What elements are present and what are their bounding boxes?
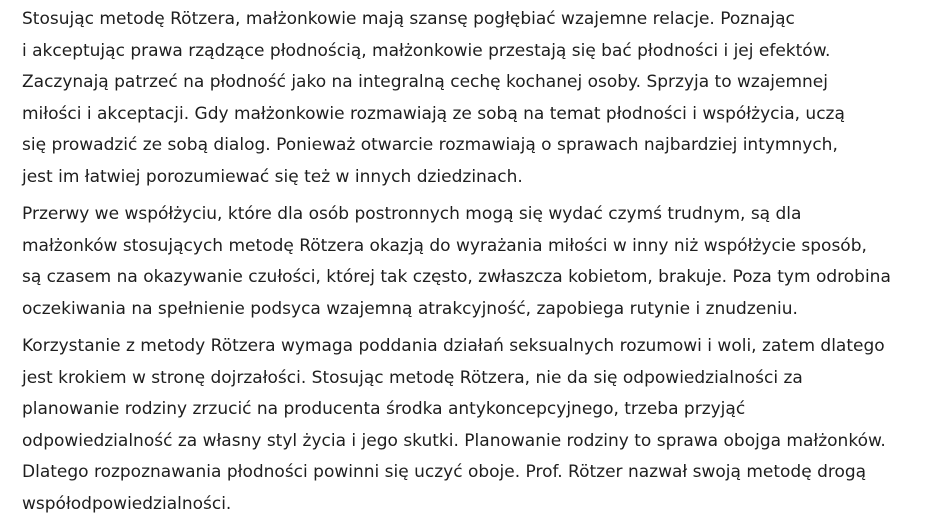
text-line: i akceptując prawa rządzące płodnością, małżonkowie przestają się bać płodności i jej efektów. (22, 40, 831, 61)
paragraph-2 (22, 199, 930, 325)
text-line: Dlatego rozpoznawania płodności powinni się uczyć oboje. Prof. Rötzer nazwał swoją metodę drogą (22, 462, 867, 482)
paragraph-3 (22, 331, 930, 520)
paragraph-1 (22, 4, 930, 193)
text-line: miłości i akceptacji. Gdy małżonkowie rozmawiają ze sobą na temat płodności i współżycia, uczą (22, 103, 845, 124)
text-line: jest krokiem w stronę dojrzałości. Stosując metodę Rötzera, nie da się odpowiedzialności za (22, 367, 803, 388)
text-line: jest im łatwiej porozumiewać się też w innych dziedzinach. (22, 166, 523, 187)
text-line: planowanie rodziny zrzucić na producenta środka antykoncepcyjnego, trzeba przyjąć (22, 399, 746, 419)
text-line: odpowiedzialność za własny styl życia i jego skutki. Planowanie rodziny to sprawa obojga małżonków. (22, 430, 886, 451)
text-line: oczekiwania na spełnienie podsyca wzajemną atrakcyjność, zapobiega rutynie i znudzeniu. (22, 298, 798, 319)
text-line: są czasem na okazywanie czułości, której tak często, zwłaszcza kobietom, brakuje. Poza tym odrobina (22, 267, 891, 287)
text-line: Przerwy we współżyciu, które dla osób postronnych mogą się wydać czymś trudnym, są dla (22, 204, 802, 224)
article-body (22, 4, 930, 526)
text-line: małżonków stosujących metodę Rötzera okazją do wyrażania miłości w inny niż współżycie sposób, (22, 235, 867, 256)
text-line: Korzystanie z metody Rötzera wymaga poddania działań seksualnych rozumowi i woli, zatem dlatego (22, 336, 885, 356)
text-line: Stosując metodę Rötzera, małżonkowie mają szansę pogłębiać wzajemne relacje. Poznając (22, 9, 795, 29)
text-line: się prowadzić ze sobą dialog. Ponieważ otwarcie rozmawiają o sprawach najbardziej intymnych, (22, 135, 838, 155)
text-line: Zaczynają patrzeć na płodność jako na integralną cechę kochanej osoby. Sprzyja to wzajemnej (22, 72, 828, 92)
text-line: współodpowiedzialności. (22, 493, 232, 514)
